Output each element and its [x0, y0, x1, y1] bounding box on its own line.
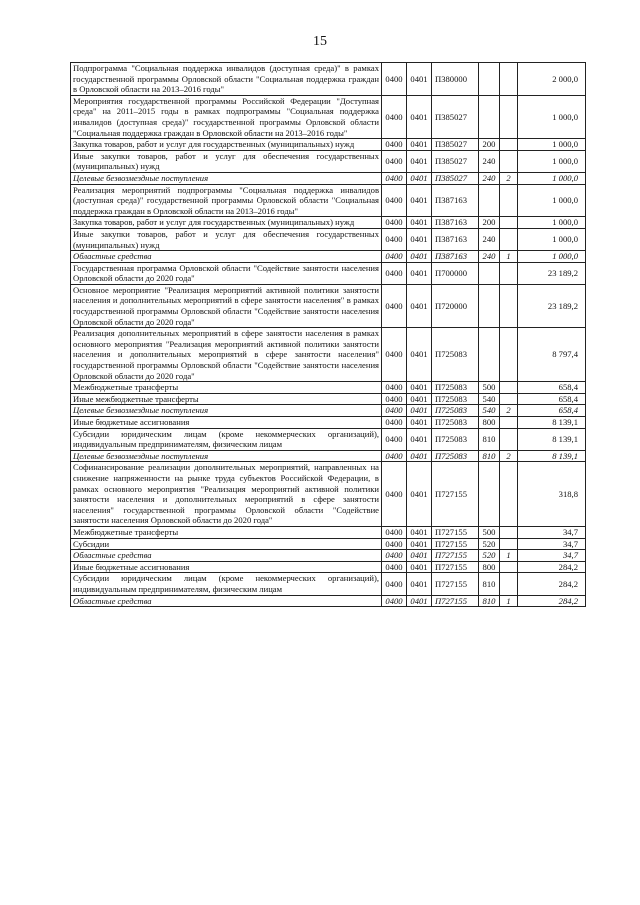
funding-source-cell: [500, 95, 518, 138]
funding-source-cell: 2: [500, 450, 518, 462]
subsection-code-cell: 0401: [407, 573, 432, 595]
expense-type-cell: 240: [479, 251, 500, 263]
section-code-cell: 0400: [382, 251, 407, 263]
item-name-cell: Иные закупки товаров, работ и услуг для обеспечения государственных (муниципальных) нужд: [71, 150, 382, 172]
target-article-cell: П725083: [432, 405, 479, 417]
amount-cell: 34,7: [518, 550, 586, 562]
expense-type-cell: 200: [479, 139, 500, 151]
funding-source-cell: [500, 526, 518, 538]
expense-type-cell: 500: [479, 526, 500, 538]
table-row: [71, 150, 586, 172]
target-article-cell: П727155: [432, 462, 479, 527]
item-name-cell: Субсидии: [71, 538, 382, 550]
expense-type-cell: 800: [479, 417, 500, 429]
target-article-cell: П727155: [432, 550, 479, 562]
funding-source-cell: [500, 538, 518, 550]
expense-type-cell: 240: [479, 228, 500, 250]
subsection-code-cell: 0401: [407, 184, 432, 217]
amount-cell: 1 000,0: [518, 95, 586, 138]
table-row: [71, 217, 586, 229]
budget-table: [70, 62, 586, 607]
target-article-cell: П725083: [432, 328, 479, 382]
funding-source-cell: [500, 63, 518, 96]
amount-cell: 1 000,0: [518, 217, 586, 229]
expense-type-cell: 540: [479, 405, 500, 417]
funding-source-cell: 1: [500, 550, 518, 562]
amount-cell: 1 000,0: [518, 150, 586, 172]
funding-source-cell: 2: [500, 172, 518, 184]
subsection-code-cell: 0401: [407, 251, 432, 263]
target-article-cell: П385027: [432, 139, 479, 151]
expense-type-cell: 540: [479, 393, 500, 405]
funding-source-cell: 1: [500, 251, 518, 263]
table-row: [71, 405, 586, 417]
target-article-cell: П387163: [432, 217, 479, 229]
section-code-cell: 0400: [382, 262, 407, 284]
item-name-cell: Межбюджетные трансферты: [71, 382, 382, 394]
table-row: [71, 63, 586, 96]
subsection-code-cell: 0401: [407, 63, 432, 96]
table-row: [71, 284, 586, 327]
target-article-cell: П725083: [432, 450, 479, 462]
expense-type-cell: [479, 284, 500, 327]
amount-cell: 1 000,0: [518, 184, 586, 217]
amount-cell: 1 000,0: [518, 228, 586, 250]
amount-cell: 658,4: [518, 405, 586, 417]
table-row: [71, 382, 586, 394]
target-article-cell: П727155: [432, 538, 479, 550]
target-article-cell: П727155: [432, 573, 479, 595]
item-name-cell: Межбюджетные трансферты: [71, 526, 382, 538]
table-row: [71, 595, 586, 607]
item-name-cell: Подпрограмма "Социальная поддержка инвалидов (доступная среда)" в рамках государственной программы Орловской области "Социальная поддержка граждан в Орловской области на 2013–2016 годы": [71, 63, 382, 96]
section-code-cell: 0400: [382, 228, 407, 250]
item-name-cell: Иные межбюджетные трансферты: [71, 393, 382, 405]
expense-type-cell: [479, 63, 500, 96]
item-name-cell: Закупка товаров, работ и услуг для государственных (муниципальных) нужд: [71, 139, 382, 151]
table-row: [71, 184, 586, 217]
amount-cell: 23 189,2: [518, 284, 586, 327]
table-row: [71, 393, 586, 405]
funding-source-cell: 2: [500, 405, 518, 417]
expense-type-cell: 810: [479, 595, 500, 607]
section-code-cell: 0400: [382, 184, 407, 217]
amount-cell: 8 139,1: [518, 417, 586, 429]
expense-type-cell: 240: [479, 172, 500, 184]
section-code-cell: 0400: [382, 428, 407, 450]
target-article-cell: П725083: [432, 417, 479, 429]
target-article-cell: П387163: [432, 251, 479, 263]
expense-type-cell: [479, 95, 500, 138]
section-code-cell: 0400: [382, 450, 407, 462]
amount-cell: 658,4: [518, 393, 586, 405]
table-row: [71, 462, 586, 527]
item-name-cell: Областные средства: [71, 251, 382, 263]
target-article-cell: П727155: [432, 595, 479, 607]
table-body: [71, 63, 586, 607]
section-code-cell: 0400: [382, 393, 407, 405]
subsection-code-cell: 0401: [407, 561, 432, 573]
expense-type-cell: [479, 184, 500, 217]
funding-source-cell: [500, 417, 518, 429]
target-article-cell: П387163: [432, 228, 479, 250]
section-code-cell: 0400: [382, 538, 407, 550]
subsection-code-cell: 0401: [407, 450, 432, 462]
section-code-cell: 0400: [382, 382, 407, 394]
table-row: [71, 262, 586, 284]
section-code-cell: 0400: [382, 150, 407, 172]
subsection-code-cell: 0401: [407, 228, 432, 250]
subsection-code-cell: 0401: [407, 462, 432, 527]
table-row: [71, 538, 586, 550]
subsection-code-cell: 0401: [407, 217, 432, 229]
expense-type-cell: [479, 328, 500, 382]
target-article-cell: П727155: [432, 561, 479, 573]
subsection-code-cell: 0401: [407, 405, 432, 417]
funding-source-cell: [500, 262, 518, 284]
item-name-cell: Реализация мероприятий подпрограммы "Социальная поддержка инвалидов (доступная среда)" государственной программы Орловской области "Социальная поддержка граждан в Орловской области на 2013–2016 годы": [71, 184, 382, 217]
table-row: [71, 573, 586, 595]
target-article-cell: П385027: [432, 172, 479, 184]
section-code-cell: 0400: [382, 63, 407, 96]
item-name-cell: Государственная программа Орловской области "Содействие занятости населения Орловской области до 2020 года": [71, 262, 382, 284]
amount-cell: 23 189,2: [518, 262, 586, 284]
subsection-code-cell: 0401: [407, 262, 432, 284]
expense-type-cell: 520: [479, 550, 500, 562]
section-code-cell: 0400: [382, 417, 407, 429]
funding-source-cell: [500, 150, 518, 172]
target-article-cell: П725083: [432, 428, 479, 450]
item-name-cell: Основное мероприятие "Реализация мероприятий активной политики занятости населения и дополнительных мероприятий в сфере занятости населения" в рамках государственной программы Орловской области "Содействие занятости населения Орловской области до 2020 года": [71, 284, 382, 327]
amount-cell: 34,7: [518, 538, 586, 550]
item-name-cell: Реализация дополнительных мероприятий в сфере занятости населения в рамках основного мероприятия "Реализация мероприятий активной политики занятости населения и дополнительных мероприятий в сфере занятости населения" государственной программы Орловской области "Содействие занятости населения Орловской области до 2020 года": [71, 328, 382, 382]
item-name-cell: Целевые безвозмездные поступления: [71, 172, 382, 184]
item-name-cell: Иные закупки товаров, работ и услуг для обеспечения государственных (муниципальных) нужд: [71, 228, 382, 250]
funding-source-cell: [500, 217, 518, 229]
amount-cell: 8 797,4: [518, 328, 586, 382]
section-code-cell: 0400: [382, 217, 407, 229]
item-name-cell: Мероприятия государственной программы Российской Федерации "Доступная среда" на 2011–2015 годы в рамках подпрограммы "Социальная поддержка инвалидов (доступная среда)" государственной программы Орловской области "Социальная поддержка граждан в Орловской области на 2013–2016 годы": [71, 95, 382, 138]
section-code-cell: 0400: [382, 172, 407, 184]
table-row: [71, 139, 586, 151]
item-name-cell: Целевые безвозмездные поступления: [71, 405, 382, 417]
amount-cell: 1 000,0: [518, 251, 586, 263]
amount-cell: 8 139,1: [518, 428, 586, 450]
amount-cell: 284,2: [518, 595, 586, 607]
table-row: [71, 328, 586, 382]
table-row: [71, 251, 586, 263]
target-article-cell: П387163: [432, 184, 479, 217]
funding-source-cell: [500, 573, 518, 595]
table-row: [71, 550, 586, 562]
section-code-cell: 0400: [382, 405, 407, 417]
subsection-code-cell: 0401: [407, 526, 432, 538]
amount-cell: 34,7: [518, 526, 586, 538]
item-name-cell: Иные бюджетные ассигнования: [71, 561, 382, 573]
amount-cell: 2 000,0: [518, 63, 586, 96]
amount-cell: 658,4: [518, 382, 586, 394]
target-article-cell: П725083: [432, 393, 479, 405]
subsection-code-cell: 0401: [407, 172, 432, 184]
target-article-cell: П727155: [432, 526, 479, 538]
item-name-cell: Закупка товаров, работ и услуг для государственных (муниципальных) нужд: [71, 217, 382, 229]
section-code-cell: 0400: [382, 462, 407, 527]
target-article-cell: П385027: [432, 95, 479, 138]
amount-cell: 284,2: [518, 561, 586, 573]
funding-source-cell: [500, 382, 518, 394]
table-row: [71, 428, 586, 450]
table-row: [71, 561, 586, 573]
expense-type-cell: 810: [479, 573, 500, 595]
expense-type-cell: 810: [479, 450, 500, 462]
item-name-cell: Иные бюджетные ассигнования: [71, 417, 382, 429]
subsection-code-cell: 0401: [407, 382, 432, 394]
section-code-cell: 0400: [382, 550, 407, 562]
expense-type-cell: 500: [479, 382, 500, 394]
table-row: [71, 526, 586, 538]
target-article-cell: П385027: [432, 150, 479, 172]
funding-source-cell: [500, 228, 518, 250]
amount-cell: 1 000,0: [518, 172, 586, 184]
funding-source-cell: [500, 428, 518, 450]
table-row: [71, 172, 586, 184]
item-name-cell: Областные средства: [71, 550, 382, 562]
expense-type-cell: 810: [479, 428, 500, 450]
expense-type-cell: 240: [479, 150, 500, 172]
target-article-cell: П380000: [432, 63, 479, 96]
expense-type-cell: [479, 262, 500, 284]
item-name-cell: Субсидии юридическим лицам (кроме некоммерческих организаций), индивидуальным предпринимателям, физическим лицам: [71, 428, 382, 450]
funding-source-cell: [500, 184, 518, 217]
funding-source-cell: [500, 284, 518, 327]
expense-type-cell: [479, 462, 500, 527]
funding-source-cell: [500, 139, 518, 151]
amount-cell: 8 139,1: [518, 450, 586, 462]
item-name-cell: Софинансирование реализации дополнительных мероприятий, направленных на снижение напряженности на рынке труда субъектов Российской Федерации, в рамках основного мероприятия "Реализация мероприятий активной политики занятости населения и дополнительных мероприятий в сфере занятости населения" государственной программы Орловской области "Содействие занятости населения Орловской области до 2020 года": [71, 462, 382, 527]
table-row: [71, 450, 586, 462]
expense-type-cell: 520: [479, 538, 500, 550]
section-code-cell: 0400: [382, 139, 407, 151]
subsection-code-cell: 0401: [407, 428, 432, 450]
subsection-code-cell: 0401: [407, 95, 432, 138]
subsection-code-cell: 0401: [407, 595, 432, 607]
subsection-code-cell: 0401: [407, 538, 432, 550]
subsection-code-cell: 0401: [407, 284, 432, 327]
section-code-cell: 0400: [382, 328, 407, 382]
section-code-cell: 0400: [382, 573, 407, 595]
funding-source-cell: [500, 393, 518, 405]
item-name-cell: Областные средства: [71, 595, 382, 607]
funding-source-cell: 1: [500, 595, 518, 607]
amount-cell: 284,2: [518, 573, 586, 595]
expense-type-cell: 200: [479, 217, 500, 229]
page-number: 15: [313, 34, 327, 49]
subsection-code-cell: 0401: [407, 393, 432, 405]
subsection-code-cell: 0401: [407, 150, 432, 172]
subsection-code-cell: 0401: [407, 417, 432, 429]
amount-cell: 1 000,0: [518, 139, 586, 151]
section-code-cell: 0400: [382, 284, 407, 327]
funding-source-cell: [500, 462, 518, 527]
subsection-code-cell: 0401: [407, 550, 432, 562]
target-article-cell: П700000: [432, 262, 479, 284]
section-code-cell: 0400: [382, 95, 407, 138]
funding-source-cell: [500, 328, 518, 382]
item-name-cell: Субсидии юридическим лицам (кроме некоммерческих организаций), индивидуальным предпринимателям, физическим лицам: [71, 573, 382, 595]
section-code-cell: 0400: [382, 526, 407, 538]
subsection-code-cell: 0401: [407, 139, 432, 151]
target-article-cell: П725083: [432, 382, 479, 394]
funding-source-cell: [500, 561, 518, 573]
amount-cell: 318,8: [518, 462, 586, 527]
section-code-cell: 0400: [382, 595, 407, 607]
expense-type-cell: 800: [479, 561, 500, 573]
table-row: [71, 417, 586, 429]
item-name-cell: Целевые безвозмездные поступления: [71, 450, 382, 462]
section-code-cell: 0400: [382, 561, 407, 573]
table-row: [71, 228, 586, 250]
target-article-cell: П720000: [432, 284, 479, 327]
subsection-code-cell: 0401: [407, 328, 432, 382]
table-row: [71, 95, 586, 138]
